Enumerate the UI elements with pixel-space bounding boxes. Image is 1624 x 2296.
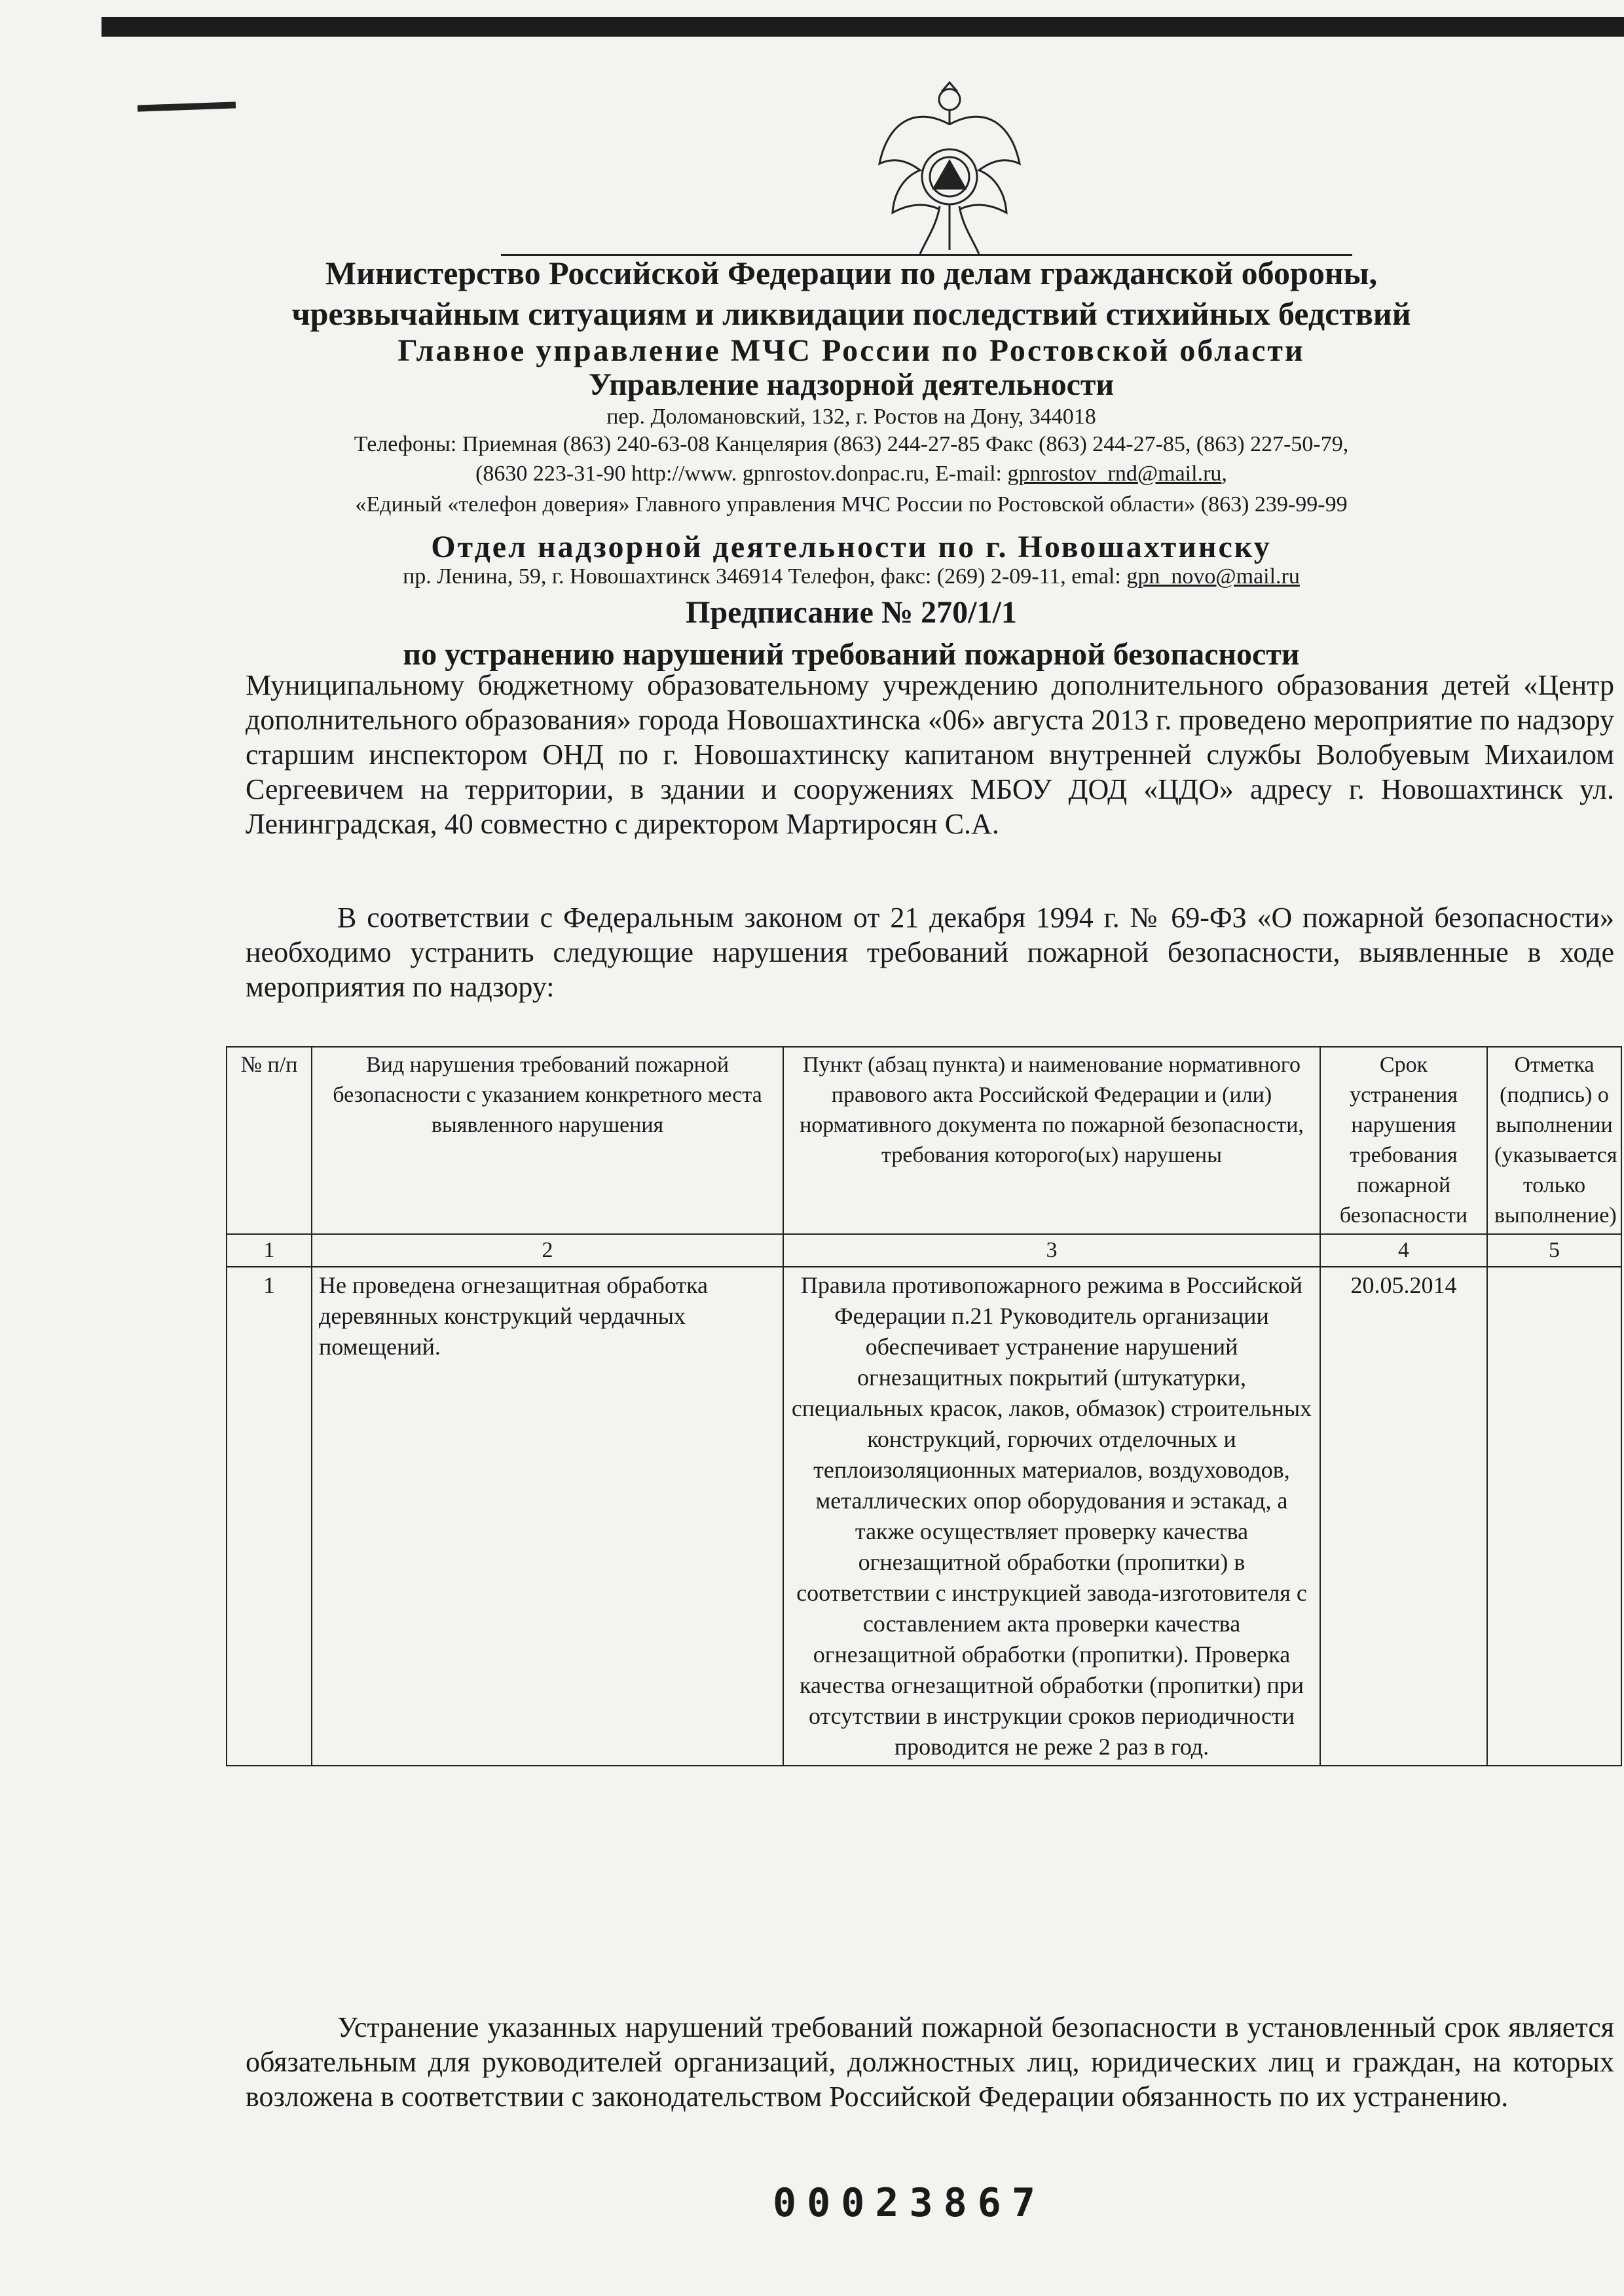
- scan-top-border: [101, 17, 1624, 37]
- table-header-row: [227, 1047, 1621, 1234]
- column-number: 2: [312, 1234, 783, 1267]
- phones-line-1: Телефоны: Приемная (863) 240-63-08 Канцелярия (863) 244-27-85 Факс (863) 244-27-85, (863) 227-50-79,: [354, 432, 1349, 456]
- header-norm: Пункт (абзац пункта) и наименование нормативного правового акта Российской Федерации и (или) нормативного документа по пожарной безопасности, требования которого(ых) нарушены: [783, 1047, 1320, 1234]
- table-row: [227, 1267, 1621, 1766]
- local-email-link[interactable]: gpn_novo@mail.ru: [1126, 564, 1300, 589]
- local-office-address: [196, 564, 1506, 589]
- ministry-line-2: чрезвычайным ситуациям и ликвидации последствий стихийных бедствий: [291, 295, 1411, 332]
- obligation-paragraph: Устранение указанных нарушений требований пожарной безопасности в установленный срок является обязательным для руководителей организаций, должностных лиц, юридических лиц и граждан, на которых возложена в соответствии с законодательством Российской Федерации обязанность по их устранению.: [246, 2011, 1614, 2113]
- column-number-row: [227, 1234, 1621, 1267]
- norm-reference: Правила противопожарного режима в Российской Федерации п.21 Руководитель организации обеспечивает устранение нарушений огнезащитных покрытий (штукатурки, специальных красок, лаков, обмазок) строительных конструкций, горючих отделочных и теплоизоляционных материалов, воздуховодов, металлических опор оборудования и эстакад, а также осуществляет проверку качества огнезащитной обработки (пропитки) в соответствии с инструкцией завода-изготовителя с составлением акта проверки качества огнезащитной обработки (пропитки). Проверка качества огнезащитной обработки (пропитки) при отсутствии в инструкции сроков периодичности проводится не реже 2 раз в год.: [783, 1267, 1320, 1766]
- phones-line-2: [196, 462, 1506, 486]
- emchs-emblem-icon: [874, 79, 1025, 259]
- registration-number: 00023867: [773, 2180, 1046, 2226]
- ministry-line-1: Министерство Российской Федерации по делам гражданской обороны,: [325, 255, 1378, 291]
- completion-mark: [1487, 1267, 1621, 1766]
- phones-line-2-text: (8630 223-31-90 http://www. gpnrostov.donpac.ru, E-mail:: [475, 462, 1008, 486]
- column-number: 3: [783, 1234, 1320, 1267]
- document-subtitle: по устранению нарушений требований пожарной безопасности: [403, 637, 1300, 672]
- scan-mark: [138, 101, 236, 111]
- deadline: 20.05.2014: [1320, 1267, 1487, 1766]
- row-number: 1: [227, 1267, 312, 1766]
- trust-phone-line: «Единый «телефон доверия» Главного управления МЧС России по Ростовской области» (863) 239-99-99: [355, 492, 1348, 517]
- phones-line-2-end: ,: [1221, 462, 1227, 486]
- header-number: № п/п: [227, 1047, 312, 1234]
- column-number: 5: [1487, 1234, 1621, 1267]
- violations-table: [226, 1046, 1622, 1766]
- main-directorate: Главное управление МЧС России по Ростовской области: [397, 333, 1305, 368]
- violation-description: Не проведена огнезащитная обработка деревянных конструкций чердачных помещений.: [312, 1267, 783, 1766]
- document-title: Предписание № 270/1/1: [686, 595, 1017, 630]
- column-number: 1: [227, 1234, 312, 1267]
- inspection-paragraph: Муниципальному бюджетному образовательному учреждению дополнительного образования детей «Центр дополнительного образования» города Новошахтинска «06» августа 2013 г. проведено мероприятие по надзору старшим инспектором ОНД по г. Новошахтинску капитаном внутренней службы Волобуевым Михаилом Сергеевичем на территории, в здании и сооружениях МБОУ ДОД «ЦДО» адресу г. Новошахтинск ул. Ленинградская, 40 совместно с директором Мартиросян С.А.: [246, 669, 1614, 840]
- header-violation: Вид нарушения требований пожарной безопасности с указанием конкретного места выявленного нарушения: [312, 1047, 783, 1234]
- local-office-address-text: пр. Ленина, 59, г. Новошахтинск 346914 Телефон, факс: (269) 2-09-11, emal:: [403, 564, 1127, 589]
- law-reference-paragraph: В соответствии с Федеральным законом от 21 декабря 1994 г. № 69-ФЗ «О пожарной безопасности» необходимо устранить следующие нарушения требований пожарной безопасности, выявленные в ходе мероприятия по надзору:: [246, 902, 1614, 1003]
- column-number: 4: [1320, 1234, 1487, 1267]
- header-mark: Отметка (подпись) о выполнении (указывается только выполнение): [1487, 1047, 1621, 1234]
- email-link[interactable]: gpnrostov_rnd@mail.ru: [1007, 462, 1222, 486]
- department-name: Управление надзорной деятельности: [588, 367, 1115, 402]
- local-office-name: Отдел надзорной деятельности по г. Новошахтинску: [431, 530, 1272, 564]
- department-address: пер. Доломановский, 132, г. Ростов на Дону, 344018: [606, 405, 1096, 429]
- header-deadline: Срок устранения нарушения требования пожарной безопасности: [1320, 1047, 1487, 1234]
